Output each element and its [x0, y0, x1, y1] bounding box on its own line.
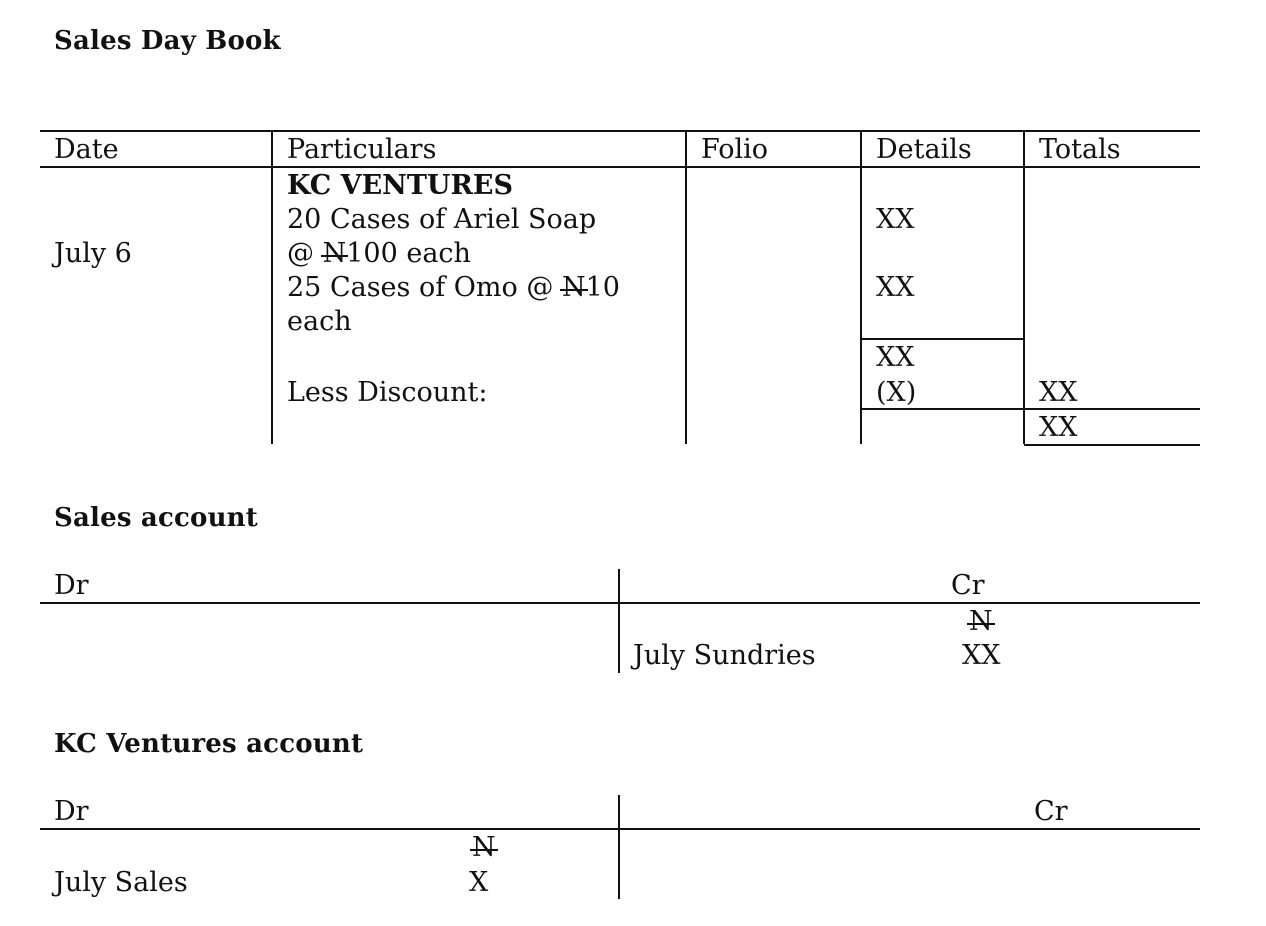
- naira-symbol: N: [969, 606, 993, 637]
- totals-grand: XX: [1039, 412, 1078, 443]
- details-discount: (X): [876, 377, 917, 408]
- dr-label: Dr: [54, 570, 89, 601]
- t-account-rule: [40, 828, 1200, 830]
- item2-description: 25 Cases of Omo @ N10: [287, 272, 620, 303]
- details-item1: XX: [876, 204, 915, 235]
- credit-entry-amount: XX: [962, 640, 1001, 671]
- item2-description-cont: each: [287, 306, 352, 337]
- item1-price: @ N100 each: [287, 238, 471, 269]
- customer-name: KC VENTURES: [287, 170, 513, 201]
- column-header-folio: Folio: [701, 134, 769, 165]
- col-divider-particulars: [271, 130, 273, 444]
- item1-description: 20 Cases of Ariel Soap: [287, 204, 597, 235]
- col-divider-totals: [1023, 130, 1025, 444]
- t-account-rule: [40, 602, 1200, 604]
- details-item2: XX: [876, 272, 915, 303]
- table-header-rule: [40, 166, 1200, 168]
- column-header-particulars: Particulars: [287, 134, 437, 165]
- column-header-details: Details: [876, 134, 972, 165]
- naira-currency-header: [472, 831, 496, 865]
- details-subtotal: XX: [876, 342, 915, 373]
- t-account-divider: [618, 795, 620, 899]
- t-account-divider: [618, 569, 620, 673]
- col-divider-folio: [685, 130, 687, 444]
- naira-symbol: N: [561, 272, 586, 303]
- kc-ventures-account-heading: KC Ventures account: [54, 729, 364, 759]
- column-header-totals: Totals: [1039, 134, 1121, 165]
- less-discount-label: Less Discount:: [287, 377, 488, 408]
- col-divider-details: [860, 130, 862, 444]
- totals-net: XX: [1039, 377, 1078, 408]
- naira-symbol: N: [472, 832, 496, 863]
- naira-currency-header: [969, 605, 993, 639]
- sales-day-book-heading: Sales Day Book: [54, 26, 281, 56]
- sales-account-heading: Sales account: [54, 503, 258, 533]
- dr-label: Dr: [54, 796, 89, 827]
- debit-entry-label: July Sales: [54, 867, 188, 898]
- table-top-rule: [40, 130, 1200, 132]
- cr-label: Cr: [1034, 796, 1068, 827]
- naira-symbol: N: [322, 238, 347, 269]
- debit-entry-amount: X: [469, 867, 489, 898]
- entry-date: July 6: [54, 238, 132, 269]
- cr-label: Cr: [951, 570, 985, 601]
- credit-entry-label: July Sundries: [633, 640, 816, 671]
- column-header-date: Date: [54, 134, 119, 165]
- details-subtotal-rule: [861, 338, 1024, 340]
